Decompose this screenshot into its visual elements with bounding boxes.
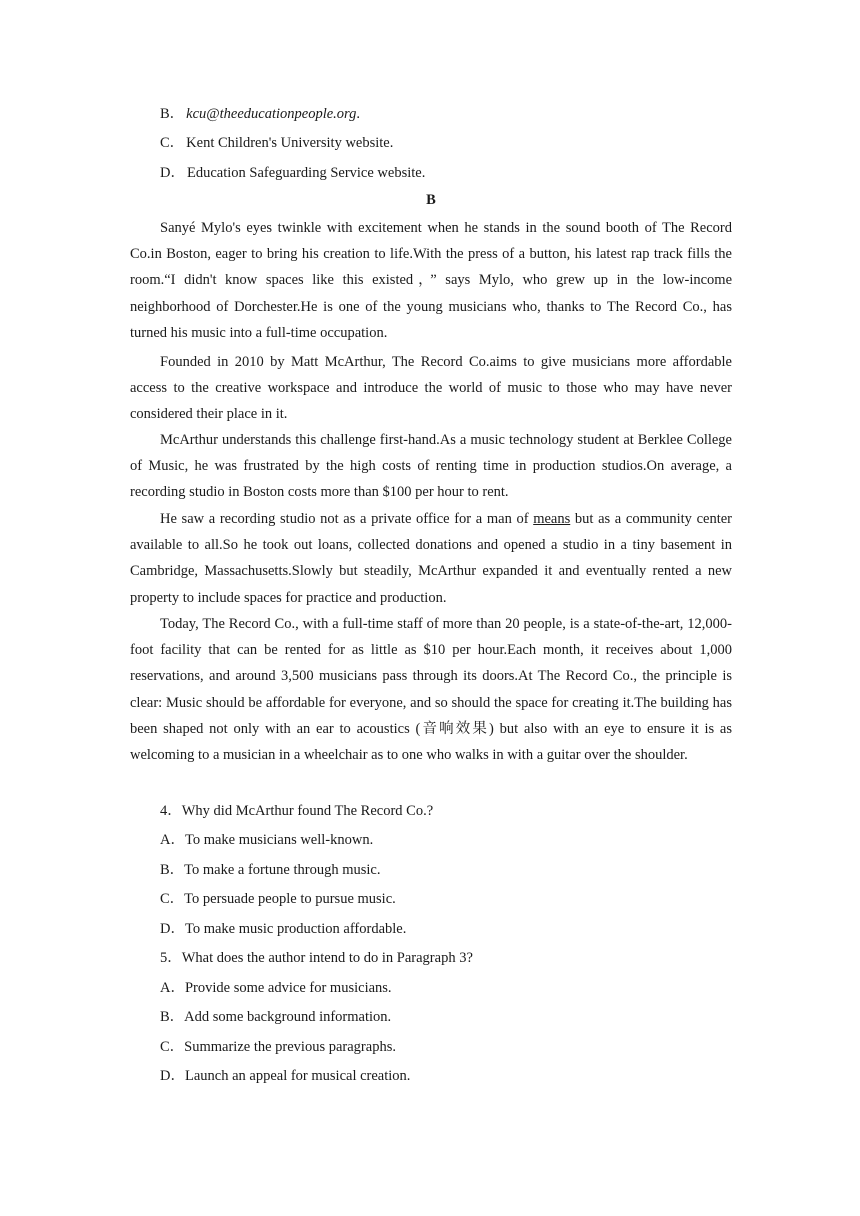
question-5-option-a: A．Provide some advice for musicians. xyxy=(160,980,392,996)
passage-paragraph-5: Today, The Record Co., with a full-time staff of more than 20 people, is a state-of-the-art, 12,000-foot facility that can be rented for as little as $10 per hour.Each month, it receives about 1,000 reservations, and around 3,500 musicians pass through its doors.At The Record Co., the principle is clear: Music should be affordable for everyone, and so should the space for creating it.The building has been shaped not only with an ear to acoustics (音响效果) but also with an eye to ensure it is as welcoming to a musician in a wheelchair as to one who walks in with a guitar over the shoulder. xyxy=(130,616,732,764)
underlined-word: means xyxy=(533,511,571,527)
question-4-option-b: B．To make a fortune through music. xyxy=(160,862,381,878)
question-5-option-d: D．Launch an appeal for musical creation. xyxy=(160,1068,411,1084)
question-5-stem: 5．What does the author intend to do in Paragraph 3? xyxy=(160,950,473,966)
section-heading: B xyxy=(426,192,436,208)
passage-paragraph-4: He saw a recording studio not as a private office for a man of means but as a community center available to all.So he took out loans, collected donations and opened a studio in a tiny basement in Cambridge, Massachusetts.Slowly but steadily, McArthur expanded it and eventually rented a new property to include spaces for practice and production. xyxy=(130,511,732,606)
passage-paragraph-2: Founded in 2010 by Matt McArthur, The Record Co.aims to give musicians more affordable access to the creative workspace and introduce the world of music to those who may have never considered their place in it. xyxy=(130,354,732,423)
question-4-option-d: D．To make music production affordable. xyxy=(160,921,407,937)
question-4-option-c: C．To persuade people to pursue music. xyxy=(160,891,396,907)
prev-option-d: D． Education Safeguarding Service website. xyxy=(160,165,426,181)
email-text: kcu@theeducationpeople.org xyxy=(186,106,357,122)
passage-paragraph-3: McArthur understands this challenge first-hand.As a music technology student at Berklee College of Music, he was frustrated by the high costs of renting time in production studios.On average, a recording studio in Boston costs more than $100 per hour to rent. xyxy=(130,432,732,501)
prev-option-b: B． kcu@theeducationpeople.org. xyxy=(160,106,361,122)
question-5-option-c: C．Summarize the previous paragraphs. xyxy=(160,1039,396,1055)
question-5-option-b: B．Add some background information. xyxy=(160,1009,392,1025)
prev-option-c: C． Kent Children's University website. xyxy=(160,135,394,151)
question-4-stem: 4．Why did McArthur found The Record Co.? xyxy=(160,803,434,819)
passage-paragraph-1: Sanyé Mylo's eyes twinkle with excitement when he stands in the sound booth of The Record Co.in Boston, eager to bring his creation to life.With the press of a button, his latest rap track fills the room.“I didn't know spaces like this existed，” says Mylo, who grew up in the low-income neighborhood of Dorchester.He is one of the young musicians who, thanks to The Record Co., has turned his music into a full-time occupation. xyxy=(130,220,732,341)
question-4-option-a: A．To make musicians well-known. xyxy=(160,832,374,848)
